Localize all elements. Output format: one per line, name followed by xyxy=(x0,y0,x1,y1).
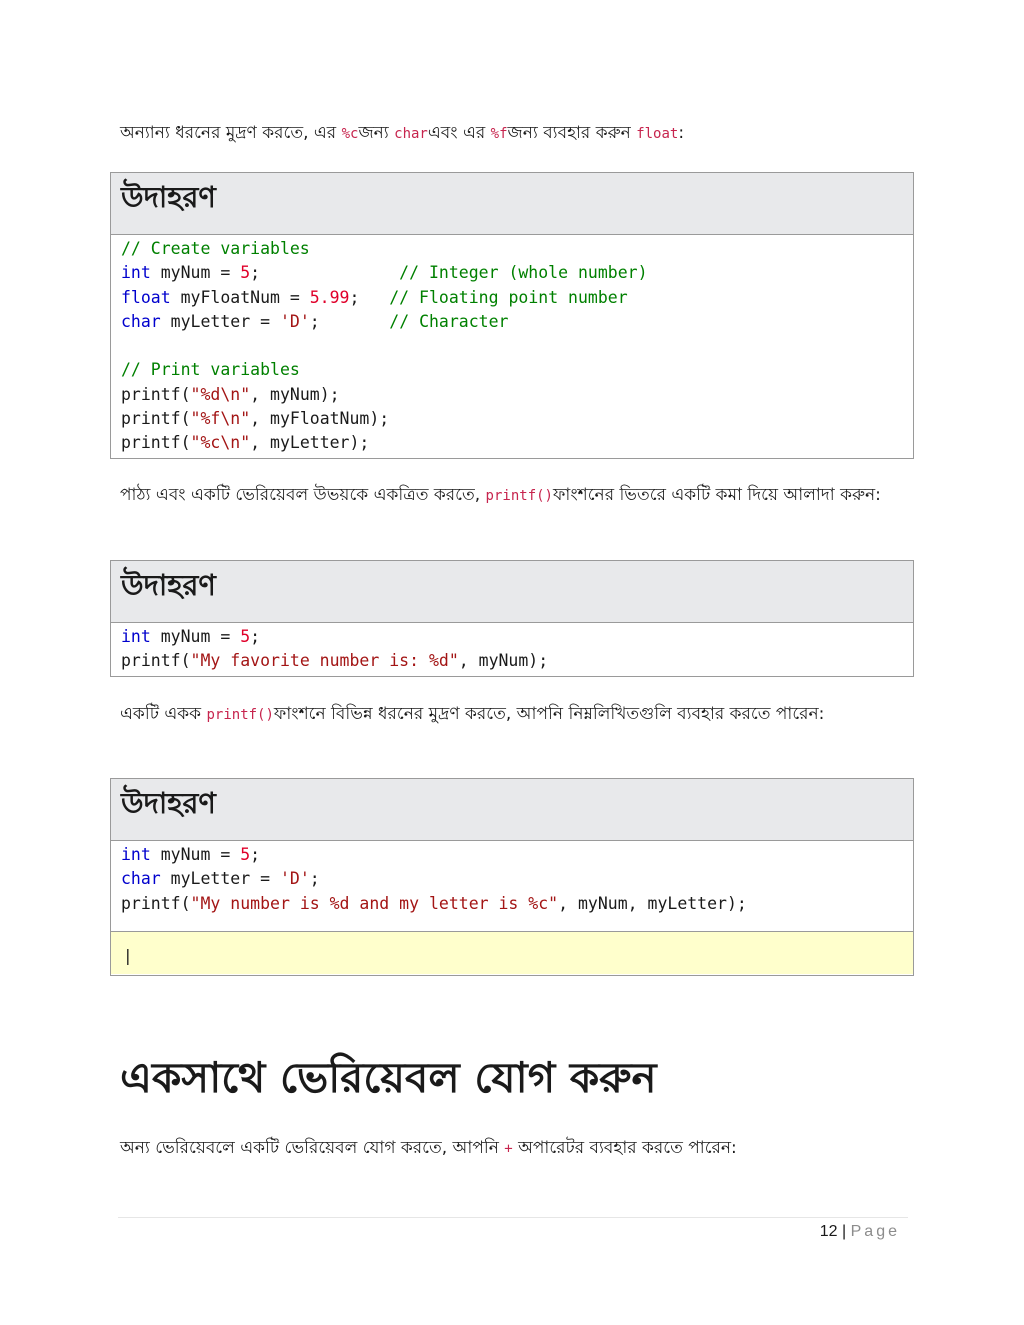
code-keyword: int xyxy=(121,845,151,864)
code-text: printf( xyxy=(121,651,191,671)
code-text: , myLetter); xyxy=(250,433,370,453)
paragraph-text: ফাংশনের ভিতরে একটি কমা দিয়ে আলাদা করুন: xyxy=(552,485,881,505)
code-text: myNum = xyxy=(150,627,241,646)
inline-code-printf: printf() xyxy=(206,707,274,723)
output-result: | xyxy=(111,931,913,974)
code-string: "My favorite number is: %d" xyxy=(190,651,459,671)
intro-paragraph xyxy=(120,120,910,148)
inline-code-format-c: %c xyxy=(341,126,359,142)
footer-separator: | xyxy=(837,1223,851,1240)
paragraph-text: অপারেটর ব্যবহার করতে পারেন: xyxy=(512,1138,737,1158)
code-keyword: int xyxy=(121,263,151,283)
paragraph-multiple-formats xyxy=(120,701,910,729)
intro-text: এবং এর xyxy=(427,123,491,143)
paragraph-text: ফাংশনে বিভিন্ন ধরনের মুদ্রণ করতে, আপনি নিম্নলিখিতগুলি ব্যবহার করতে পারেন: xyxy=(273,704,825,724)
code-text: ; xyxy=(250,263,400,283)
code-comment: // Floating point number xyxy=(389,287,628,307)
code-text: ; xyxy=(309,311,390,331)
code-number: 5 xyxy=(240,263,251,283)
inline-code-format-f: %f xyxy=(490,126,508,142)
code-keyword: int xyxy=(121,627,151,646)
example-box-3 xyxy=(110,778,914,976)
code-text: printf( xyxy=(121,893,191,913)
code-text: printf( xyxy=(121,433,191,453)
example-box-1 xyxy=(110,172,914,459)
code-text: myLetter = xyxy=(160,311,280,331)
inline-code-printf: printf() xyxy=(485,488,553,504)
code-text: myLetter = xyxy=(160,869,280,889)
code-comment: // Create variables xyxy=(121,239,310,258)
code-text: printf( xyxy=(121,384,191,404)
code-text: , myNum, myLetter); xyxy=(558,893,747,913)
paragraph-text: একটি একক xyxy=(120,704,207,724)
code-comment: // Print variables xyxy=(121,360,300,380)
code-number: 5 xyxy=(240,845,251,864)
code-text: , myNum); xyxy=(250,384,340,404)
code-number: 5.99 xyxy=(309,287,350,307)
code-string: "My number is %d and my letter is %c" xyxy=(190,893,559,913)
section-heading: একসাথে ভেরিয়েবল যোগ করুন xyxy=(120,1053,657,1102)
example-heading: উদাহরণ xyxy=(111,779,913,841)
code-string: "%f\n" xyxy=(190,409,251,429)
code-comment: // Integer (whole number) xyxy=(399,263,648,283)
code-string: 'D' xyxy=(279,869,310,889)
code-text: ; xyxy=(250,627,261,646)
code-block xyxy=(111,841,913,931)
inline-code-char: char xyxy=(394,126,428,142)
inline-code-plus-operator: + xyxy=(504,1141,513,1157)
code-text: myNum = xyxy=(150,845,241,864)
example-heading: উদাহরণ xyxy=(111,173,913,235)
code-string: "%d\n" xyxy=(190,384,251,404)
code-string: "%c\n" xyxy=(190,433,251,453)
code-number: 5 xyxy=(240,627,251,646)
paragraph-combine-text xyxy=(120,482,910,510)
code-text: ; xyxy=(309,869,320,889)
code-keyword: char xyxy=(121,311,161,331)
code-text: ; xyxy=(349,287,390,307)
intro-text: : xyxy=(678,123,685,143)
code-keyword: float xyxy=(121,287,171,307)
page-number: 12 xyxy=(819,1223,838,1240)
intro-text: অন্যান্য ধরনের মুদ্রণ করতে, এর xyxy=(120,123,342,143)
code-text: , myNum); xyxy=(458,651,549,671)
footer-divider xyxy=(118,1217,908,1218)
example-heading: উদাহরণ xyxy=(111,561,913,623)
inline-code-float: float xyxy=(636,126,679,142)
code-block xyxy=(111,623,913,674)
code-text: myNum = xyxy=(150,263,241,283)
code-block xyxy=(111,235,913,456)
code-text: myFloatNum = xyxy=(170,287,310,307)
paragraph-text: পাঠ্য এবং একটি ভেরিয়েবল উভয়কে একত্রিত করতে, xyxy=(120,485,486,505)
page-word: Page xyxy=(850,1223,900,1240)
paragraph-text: অন্য ভেরিয়েবলে একটি ভেরিয়েবল যোগ করতে, আপনি xyxy=(120,1138,505,1158)
paragraph-add-variables xyxy=(120,1135,910,1163)
code-comment: // Character xyxy=(389,311,509,331)
code-string: 'D' xyxy=(279,311,310,331)
code-keyword: char xyxy=(121,869,161,889)
intro-text: জন্য ব্যবহার করুন xyxy=(507,123,637,143)
code-text: printf( xyxy=(121,409,191,429)
code-text: , myFloatNum); xyxy=(250,409,390,429)
page-footer xyxy=(820,1220,900,1244)
intro-text: জন্য xyxy=(358,123,395,143)
code-text: ; xyxy=(250,845,261,864)
example-box-2 xyxy=(110,560,914,677)
